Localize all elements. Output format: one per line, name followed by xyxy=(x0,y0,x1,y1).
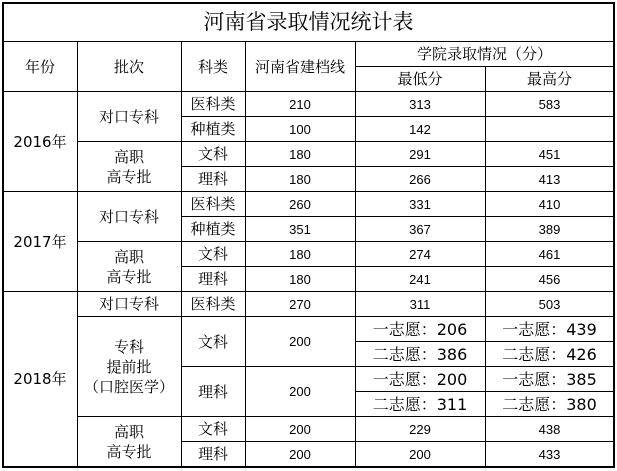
min-score-first-choice: 一志愿：200 xyxy=(372,369,468,389)
provincial-line-cell: 200 xyxy=(289,384,311,400)
max-score-cell: 583 xyxy=(538,96,561,112)
min-score-cell: 142 xyxy=(409,121,431,137)
grid-line xyxy=(181,116,615,117)
provincial-line-cell: 180 xyxy=(289,171,311,187)
grid-line xyxy=(181,266,615,267)
min-score-second-choice: 二志愿：386 xyxy=(372,344,468,364)
grid-line xyxy=(2,191,615,192)
provincial-line-cell: 210 xyxy=(289,96,311,112)
provincial-line-cell: 200 xyxy=(289,334,311,350)
batch-line: 高专批 xyxy=(106,268,152,286)
provincial-line-cell: 351 xyxy=(289,221,311,237)
provincial-line-cell: 200 xyxy=(289,421,311,437)
max-score-cell: 451 xyxy=(538,146,561,162)
subject-cell: 医科类 xyxy=(190,95,236,114)
min-score-first-choice: 一志愿：206 xyxy=(372,319,468,339)
batch-2016-vocational: 对口专科 xyxy=(98,107,159,126)
grid-line xyxy=(355,41,356,467)
min-score-cell: 291 xyxy=(409,146,431,162)
max-score-cell: 389 xyxy=(538,221,561,237)
table-border-bottom xyxy=(2,466,615,468)
provincial-line-cell: 270 xyxy=(289,296,311,312)
max-score-cell: 433 xyxy=(538,446,561,462)
grid-line xyxy=(77,141,615,142)
min-score-cell: 313 xyxy=(409,96,431,112)
header-batch: 批次 xyxy=(113,57,144,76)
header-year: 年份 xyxy=(24,57,55,76)
min-score-cell: 331 xyxy=(409,196,431,212)
batch-2018-higher-vocational xyxy=(77,417,181,467)
max-score-first-choice: 一志愿：439 xyxy=(502,319,597,339)
grid-line xyxy=(2,41,615,42)
max-score-cell: 461 xyxy=(538,246,561,262)
provincial-line-cell: 100 xyxy=(289,121,311,137)
max-score-cell: 413 xyxy=(538,171,561,187)
max-score-cell: 456 xyxy=(538,271,561,287)
max-score-second-choice: 二志愿：426 xyxy=(502,344,597,364)
min-score-cell: 367 xyxy=(409,221,431,237)
max-score-first-choice: 一志愿：385 xyxy=(502,369,597,389)
table-border-left xyxy=(2,2,4,468)
grid-line xyxy=(2,291,615,292)
batch-2018-vocational: 对口专科 xyxy=(98,295,159,314)
grid-line xyxy=(77,416,615,417)
header-max-score: 最高分 xyxy=(526,70,572,89)
grid-line xyxy=(77,316,615,317)
grid-line xyxy=(181,441,615,442)
min-score-cell: 241 xyxy=(409,271,431,287)
grid-line xyxy=(77,41,78,467)
header-provincial-line: 河南省建档线 xyxy=(254,57,345,76)
provincial-line-cell: 260 xyxy=(289,196,311,212)
grid-line xyxy=(77,241,615,242)
subject-cell: 医科类 xyxy=(190,295,236,314)
batch-line: 专科 xyxy=(113,337,144,356)
min-score-cell: 274 xyxy=(409,246,431,262)
min-score-second-choice: 二志愿：311 xyxy=(372,394,468,414)
subject-cell: 医科类 xyxy=(190,195,236,214)
batch-line: 高专批 xyxy=(106,168,152,186)
subject-cell: 文科 xyxy=(197,245,228,264)
min-score-cell: 200 xyxy=(409,446,431,462)
header-subject: 科类 xyxy=(197,57,228,76)
provincial-line-cell: 180 xyxy=(289,246,311,262)
year-2018: 2018年 xyxy=(13,370,67,389)
subject-cell: 理科 xyxy=(197,170,228,189)
max-score-cell: 410 xyxy=(538,196,561,212)
max-score-cell: 438 xyxy=(538,421,561,437)
subject-cell: 理科 xyxy=(197,445,228,464)
grid-line xyxy=(181,166,615,167)
grid-line xyxy=(2,91,615,92)
table-title: 河南省录取情况统计表 xyxy=(203,9,414,34)
header-college-admission: 学院录取情况（分） xyxy=(416,45,552,64)
batch-2017-higher-vocational xyxy=(77,242,181,292)
year-2017: 2017年 xyxy=(13,232,67,251)
subject-cell: 种植类 xyxy=(190,220,236,239)
max-score-cell: 503 xyxy=(538,296,561,312)
provincial-line-cell: 180 xyxy=(289,146,311,162)
min-score-cell: 311 xyxy=(409,296,431,312)
max-score-second-choice: 二志愿：380 xyxy=(502,394,597,414)
batch-2017-vocational: 对口专科 xyxy=(98,207,159,226)
year-2016: 2016年 xyxy=(13,132,67,151)
batch-line: 高职 xyxy=(113,422,144,441)
batch-2018-early-oral-medicine xyxy=(77,317,181,417)
subject-cell: 文科 xyxy=(197,332,228,351)
provincial-line-cell: 200 xyxy=(289,446,311,462)
max-score-cell xyxy=(485,117,614,142)
batch-line: （口腔医学） xyxy=(83,378,174,397)
subject-cell: 文科 xyxy=(197,145,228,164)
batch-line: 高职 xyxy=(113,247,144,266)
subject-cell: 种植类 xyxy=(190,120,236,139)
batch-line: 高专批 xyxy=(106,443,152,461)
provincial-line-cell: 180 xyxy=(289,271,311,287)
batch-line: 高职 xyxy=(113,147,144,166)
min-score-cell: 266 xyxy=(409,171,431,187)
grid-line xyxy=(485,66,486,467)
grid-line xyxy=(245,41,246,467)
subject-cell: 文科 xyxy=(197,420,228,439)
subject-cell: 理科 xyxy=(197,382,228,401)
header-min-score: 最低分 xyxy=(397,70,443,89)
grid-line xyxy=(181,366,615,367)
batch-2016-higher-vocational xyxy=(77,142,181,192)
grid-line xyxy=(181,216,615,217)
min-score-cell: 229 xyxy=(409,421,431,437)
grid-line xyxy=(181,41,182,467)
table-border-top xyxy=(2,2,615,4)
subject-cell: 理科 xyxy=(197,270,228,289)
table-border-right xyxy=(613,2,615,468)
batch-line: 提前批 xyxy=(106,357,152,376)
